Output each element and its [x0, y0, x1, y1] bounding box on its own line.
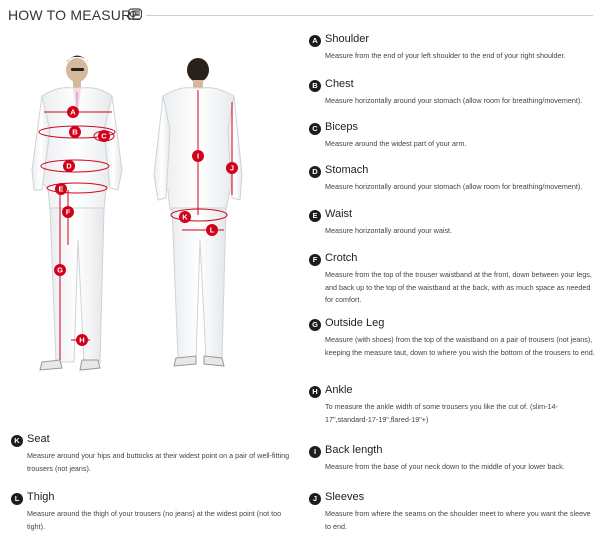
item-desc: Measure around the widest part of your arm.: [325, 139, 467, 148]
header-divider: [146, 15, 593, 16]
marker-label: B: [72, 127, 78, 137]
item-title: Shoulder: [325, 33, 370, 45]
item-title: Crotch: [325, 252, 358, 264]
item-desc: To measure the ankle width of some trousers you like the cut of. (slim-14-17",standard-17-19",flared-19"+): [325, 402, 558, 424]
item-desc: Measure around the thigh of your trousers (no jeans) at the widest point (not too tight).: [27, 509, 282, 531]
marker-label: G: [57, 265, 63, 275]
letter-badge: D: [309, 166, 321, 178]
item-title: Thigh: [27, 491, 55, 503]
item-title: Stomach: [325, 164, 369, 176]
marker-label: A: [70, 107, 76, 117]
front-model: [32, 56, 122, 371]
marker-label: L: [209, 225, 215, 235]
marker-label: J: [229, 163, 235, 173]
item-title: Ankle: [325, 384, 353, 396]
marker-f: [62, 206, 74, 218]
item-title: Seat: [27, 433, 50, 445]
marker-i: [192, 150, 204, 162]
item-desc: Measure from the top of the trouser waistband at the front, down between your legs, and back up to the top of the waistband at the back, with as much space as needed for comfort.: [325, 270, 592, 304]
item-title: Biceps: [325, 121, 359, 133]
letter-badge: I: [309, 446, 321, 458]
item-desc: Measure horizontally around your stomach (allow room for breathing/movement).: [325, 96, 583, 105]
letter-badge: G: [309, 319, 321, 331]
marker-label: C: [101, 131, 107, 141]
marker-b: [69, 126, 81, 138]
marker-h: [76, 334, 88, 346]
letter-badge: E: [309, 210, 321, 222]
item-title: Waist: [325, 208, 353, 220]
item-desc: Measure (with shoes) from the top of the waistband on a pair of trousers (not jeans), keeping the measure taut, down to where you wish the bottom of the trousers to end.: [325, 335, 595, 357]
item-title: Chest: [325, 78, 354, 90]
letter-badge: C: [309, 123, 321, 135]
marker-label: E: [58, 184, 64, 194]
letter-badge: H: [309, 386, 321, 398]
marker-a: [67, 106, 79, 118]
marker-label: I: [196, 151, 200, 161]
item-desc: Measure from the end of your left shoulder to the end of your right shoulder.: [325, 51, 566, 60]
letter-badge: J: [309, 493, 321, 505]
marker-c: [98, 130, 110, 142]
marker-d: [63, 160, 75, 172]
marker-label: K: [182, 212, 188, 222]
page-title: HOW TO MEASURE: [8, 7, 141, 23]
item-desc: Measure from the base of your neck down to the middle of your lower back.: [325, 462, 565, 471]
letter-badge: A: [309, 35, 321, 47]
section-header: [8, 6, 593, 26]
item-desc: Measure from where the seams on the shoulder meet to where you want the sleeve to end.: [325, 509, 591, 531]
marker-l: [206, 224, 218, 236]
marker-label: F: [65, 207, 71, 217]
marker-g: [54, 264, 66, 276]
item-desc: Measure horizontally around your stomach (allow room for breathing/movement).: [325, 182, 583, 191]
marker-e: [55, 183, 67, 195]
measurement-figure: [0, 30, 300, 390]
marker-j: [226, 162, 238, 174]
item-desc: Measure horizontally around your waist.: [325, 226, 453, 235]
item-title: Outside Leg: [325, 317, 385, 329]
marker-label: H: [79, 335, 85, 345]
item-desc: Measure around your hips and buttocks at their widest point on a pair of well-fitting trousers (not jeans).: [27, 451, 290, 473]
letter-badge: L: [11, 493, 23, 505]
marker-k: [179, 211, 191, 223]
marker-label: D: [66, 161, 72, 171]
item-title: Sleeves: [325, 491, 365, 503]
letter-badge: B: [309, 80, 321, 92]
item-title: Back length: [325, 444, 383, 456]
letter-badge: K: [11, 435, 23, 447]
letter-badge: F: [309, 254, 321, 266]
measuring-tape-icon: [128, 8, 142, 20]
